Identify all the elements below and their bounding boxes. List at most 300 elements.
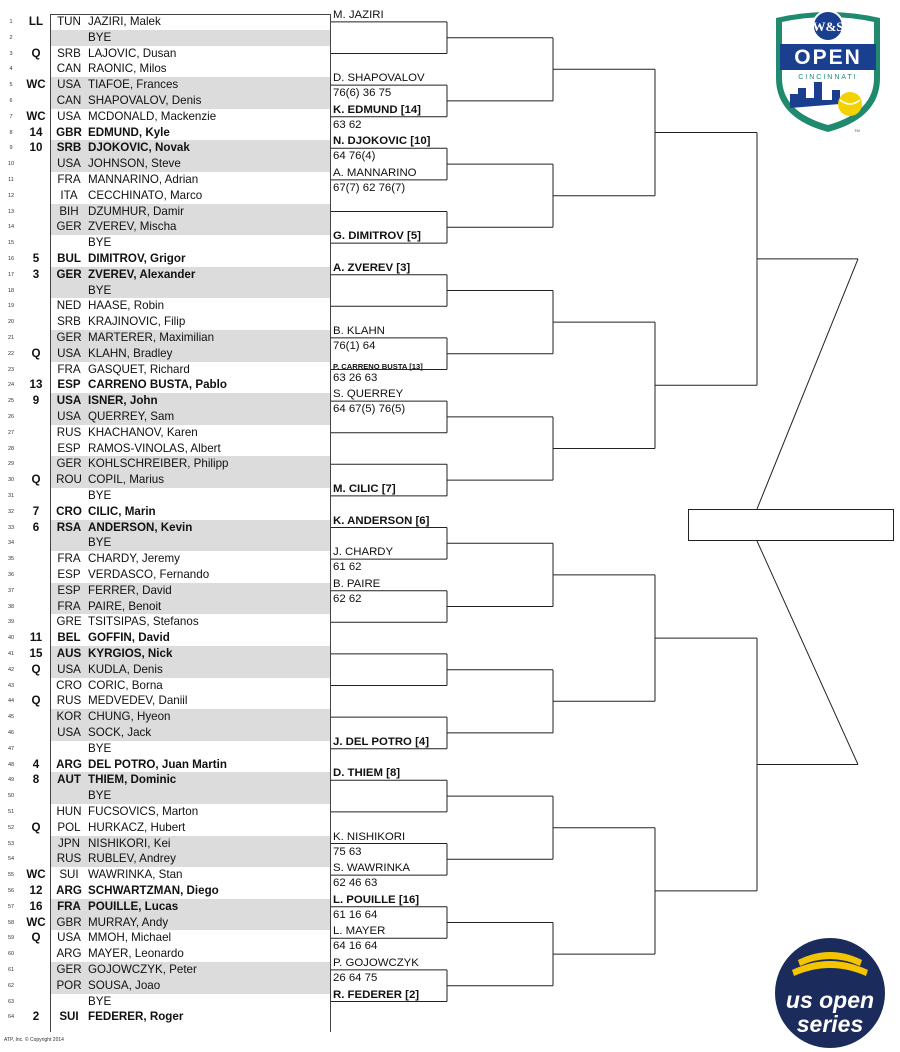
draw-row: [0, 425, 330, 441]
seed-label: Q: [31, 662, 41, 676]
draw-row: [0, 61, 330, 77]
player-name: WAWRINKA, Stan: [88, 868, 183, 882]
player-name: ZVEREV, Alexander: [88, 267, 196, 281]
draw-row: [0, 125, 330, 141]
draw-position: 62: [7, 982, 15, 989]
draw-row: [0, 946, 330, 962]
player-name: CILIC, Marin: [88, 504, 156, 518]
draw-position: 61: [7, 967, 15, 973]
country-code: CAN: [56, 94, 82, 107]
seed-label: Q: [31, 46, 41, 60]
seed-label: WC: [26, 868, 46, 882]
player-name: SOCK, Jack: [88, 726, 152, 739]
seed-label: Q: [31, 694, 41, 708]
draw-position: 48: [7, 761, 15, 768]
country-code: GER: [56, 267, 82, 281]
ws-open-cincinnati-logo: [768, 8, 888, 136]
draw-row: [0, 930, 330, 946]
draw-position: 14: [7, 224, 15, 231]
draw-row: [0, 14, 330, 30]
logo-open-word: OPEN: [794, 46, 862, 69]
player-name: CECCHINATO, Marco: [88, 188, 203, 202]
draw-row: [0, 267, 330, 283]
draw-position: 33: [7, 524, 15, 531]
draw-row: [0, 109, 330, 125]
draw-row: [0, 298, 330, 314]
country-code: JPN: [58, 836, 80, 850]
player-name: POUILLE, Lucas: [88, 899, 179, 913]
seed-label: 5: [32, 252, 40, 265]
country-code: SUI: [59, 1010, 79, 1024]
player-name: MEDVEDEV, Daniil: [88, 694, 188, 708]
country-code: FRA: [57, 552, 81, 566]
match-winner: K. NISHIKORI: [333, 830, 406, 843]
player-name: COPIL, Marius: [88, 473, 165, 487]
country-code: RSA: [56, 520, 82, 534]
draw-position: 19: [7, 303, 15, 310]
player-name: RUBLEV, Andrey: [88, 852, 176, 866]
match-score: 64 76(4): [333, 150, 376, 163]
player-name: KRAJINOVIC, Filip: [88, 315, 186, 329]
draw-position: 28: [7, 445, 15, 452]
draw-row: [0, 1009, 330, 1025]
country-code: USA: [57, 662, 81, 676]
draw-position: 54: [7, 856, 15, 863]
draw-position: 15: [7, 240, 15, 247]
country-code: USA: [57, 157, 81, 171]
draw-row: [0, 788, 330, 804]
player-name: KOHLSCHREIBER, Philipp: [88, 457, 229, 471]
match-winner: D. THIEM [8]: [333, 767, 401, 780]
draw-position: 22: [7, 350, 15, 357]
country-code: CRO: [56, 678, 82, 692]
country-code: FRA: [57, 362, 81, 376]
draw-position: 42: [7, 666, 15, 673]
draw-position: 11: [8, 177, 14, 183]
match-winner: R. FEDERER [2]: [333, 988, 420, 1001]
player-name: DJOKOVIC, Novak: [88, 141, 190, 155]
match-winner: L. POUILLE [16]: [333, 893, 420, 906]
player-name: ANDERSON, Kevin: [88, 520, 193, 534]
draw-row: [0, 456, 330, 472]
player-name: RAMOS-VINOLAS, Albert: [88, 441, 221, 455]
country-code: USA: [56, 394, 82, 408]
draw-row: [0, 915, 330, 931]
country-code: SRB: [57, 315, 81, 329]
draw-position: 31: [7, 493, 15, 499]
player-name: BYE: [88, 30, 112, 44]
draw-position: 41: [7, 651, 15, 657]
logo-cincinnati-word: CINCINNATI: [798, 74, 858, 81]
draw-position: 32: [7, 508, 15, 515]
match-score: 67(7) 62 76(7): [333, 181, 406, 194]
country-code: BUL: [57, 252, 81, 265]
player-name: GOFFIN, David: [88, 631, 170, 645]
player-name: KLAHN, Bradley: [88, 346, 173, 360]
draw-position: 39: [7, 619, 15, 626]
draw-position: 60: [7, 951, 15, 958]
draw-row: [0, 219, 330, 235]
player-name: MCDONALD, Mackenzie: [88, 109, 217, 123]
draw-position: 64: [7, 1014, 15, 1021]
player-name: BYE: [88, 236, 112, 250]
player-name: RAONIC, Milos: [88, 62, 167, 76]
draw-position: 45: [7, 714, 15, 721]
player-name: SCHWARTZMAN, Diego: [88, 884, 219, 897]
country-code: CAN: [56, 62, 82, 76]
country-code: ROU: [56, 473, 82, 487]
match-winner: P. CARRENO BUSTA [13]: [333, 361, 423, 371]
seed-label: WC: [26, 78, 46, 92]
country-code: ARG: [56, 947, 82, 961]
draw-position: 36: [7, 572, 15, 578]
draw-row: [0, 283, 330, 299]
seed-label: WC: [26, 915, 46, 929]
player-name: BYE: [88, 283, 112, 297]
draw-row: [0, 978, 330, 994]
draw-row: [0, 804, 330, 820]
seed-label: WC: [26, 109, 46, 123]
country-code: FRA: [57, 599, 81, 613]
draw-row: [0, 962, 330, 978]
match-score: 64 67(5) 76(5): [333, 403, 406, 416]
draw-position: 3: [9, 50, 13, 57]
draw-row: [0, 377, 330, 393]
seed-label: Q: [31, 473, 41, 487]
country-code: USA: [57, 78, 81, 92]
player-name: KUDLA, Denis: [88, 662, 163, 676]
country-code: USA: [57, 410, 81, 423]
draw-row: [0, 535, 330, 551]
player-name: ZVEREV, Mischa: [88, 220, 177, 234]
player-name: ISNER, John: [88, 394, 158, 408]
seed-label: Q: [31, 820, 41, 834]
draw-row: [0, 314, 330, 330]
country-code: ESP: [57, 441, 81, 455]
match-winner: B. PAIRE: [333, 577, 381, 590]
country-code: USA: [57, 109, 81, 123]
draw-row: [0, 346, 330, 362]
player-name: CHUNG, Hyeon: [88, 710, 171, 724]
draw-position: 47: [7, 745, 15, 752]
copyright-text: ATP, Inc. © Copyright 2014: [4, 1037, 64, 1043]
final-winner-box: [688, 509, 894, 541]
player-name: BYE: [88, 789, 112, 803]
country-code: RUS: [56, 425, 82, 439]
draw-row: [0, 820, 330, 836]
seed-label: 3: [32, 267, 40, 281]
draw-row: [0, 488, 330, 504]
country-code: ITA: [60, 188, 78, 202]
draw-position: 1: [9, 19, 13, 25]
player-name: DZUMHUR, Damir: [88, 204, 184, 218]
player-name: MMOH, Michael: [88, 931, 172, 945]
draw-row: [0, 693, 330, 709]
player-name: TIAFOE, Frances: [88, 78, 179, 92]
logo-trademark: TM: [854, 128, 860, 133]
match-winner: K. ANDERSON [6]: [333, 514, 430, 527]
draw-position: 40: [7, 635, 15, 642]
draw-position: 58: [7, 919, 15, 926]
draw-position: 20: [7, 319, 15, 326]
draw-position: 23: [7, 366, 15, 373]
match-score: 76(6) 36 75: [333, 87, 392, 100]
match-winner: S. WAWRINKA: [333, 862, 410, 875]
draw-position: 51: [7, 809, 15, 815]
player-name: VERDASCO, Fernando: [88, 568, 210, 581]
draw-position: 52: [7, 824, 15, 831]
seed-label: 2: [32, 1010, 40, 1024]
draw-row: [0, 472, 330, 488]
draw-position: 21: [7, 335, 15, 341]
player-name: MANNARINO, Adrian: [88, 173, 199, 186]
draw-position: 18: [7, 287, 15, 294]
draw-position: 49: [7, 777, 15, 784]
draw-position: 24: [7, 382, 15, 389]
draw-row: [0, 709, 330, 725]
country-code: GER: [56, 963, 82, 976]
player-name: HURKACZ, Hubert: [88, 820, 186, 834]
seed-label: 6: [32, 520, 40, 534]
country-code: USA: [57, 726, 81, 739]
draw-position: 53: [7, 840, 15, 847]
draw-position: 34: [7, 540, 15, 547]
player-name: FERRER, David: [88, 583, 172, 597]
draw-row: [0, 646, 330, 662]
draw-position: 57: [7, 903, 15, 910]
match-score: 62 62: [333, 592, 362, 605]
draw-position: 5: [9, 82, 13, 89]
draw-position: 10: [7, 161, 15, 168]
seed-label: 7: [32, 504, 40, 518]
logo-ws-mark: W&S: [812, 19, 844, 34]
country-code: AUS: [56, 647, 82, 660]
draw-row: [0, 441, 330, 457]
player-name: BYE: [88, 741, 112, 755]
country-code: KOR: [56, 710, 82, 724]
country-code: GBR: [56, 915, 82, 929]
country-code: GER: [56, 331, 82, 344]
match-score: 63 62: [333, 118, 362, 131]
draw-row: [0, 994, 330, 1010]
draw-row: [0, 662, 330, 678]
draw-position: 35: [7, 556, 15, 563]
match-winner: K. EDMUND [14]: [333, 103, 421, 116]
match-winner: B. KLAHN: [333, 324, 385, 337]
match-winner: P. GOJOWCZYK: [333, 956, 419, 969]
draw-row: [0, 867, 330, 883]
draw-position: 25: [7, 398, 15, 405]
seed-label: 16: [29, 899, 43, 913]
draw-row: [0, 836, 330, 852]
player-name: SOUSA, Joao: [88, 978, 161, 992]
match-winner: J. CHARDY: [333, 546, 394, 559]
player-name: MAYER, Leonardo: [88, 947, 184, 961]
draw-row: [0, 46, 330, 62]
country-code: ESP: [57, 583, 81, 597]
player-name: BYE: [88, 536, 112, 550]
draw-position: 63: [7, 998, 15, 1005]
match-score: 75 63: [333, 845, 362, 858]
draw-position: 8: [9, 129, 13, 136]
seed-label: 8: [32, 773, 40, 787]
country-code: FRA: [57, 173, 81, 186]
draw-row: [0, 362, 330, 378]
draw-row: [0, 772, 330, 788]
draw-row: [0, 883, 330, 899]
draw-position: 46: [7, 730, 15, 736]
draw-row: [0, 188, 330, 204]
seed-label: 4: [32, 757, 40, 771]
country-code: SRB: [56, 141, 82, 155]
match-score: 26 64 75: [333, 971, 378, 984]
match-score: 61 16 64: [333, 908, 378, 921]
draw-position: 50: [7, 793, 15, 800]
draw-position: 29: [7, 461, 15, 468]
player-name: FUCSOVICS, Marton: [88, 805, 199, 818]
player-name: CORIC, Borna: [88, 678, 163, 692]
match-score: 76(1) 64: [333, 339, 376, 352]
player-name: GASQUET, Richard: [88, 362, 190, 376]
draw-position: 12: [7, 192, 15, 199]
draw-position: 7: [9, 113, 13, 120]
match-score: 62 46 63: [333, 877, 378, 890]
player-name: MARTERER, Maximilian: [88, 331, 215, 344]
country-code: POR: [56, 978, 82, 992]
match-winner: J. DEL POTRO [4]: [333, 735, 429, 748]
match-score: 64 16 64: [333, 940, 378, 953]
draw-row: [0, 409, 330, 425]
draw-row: [0, 678, 330, 694]
logo-us-open-word: us open: [785, 987, 875, 1013]
draw-position: 4: [9, 66, 13, 73]
draw-position: 13: [7, 208, 15, 215]
player-name: FEDERER, Roger: [88, 1010, 184, 1024]
seed-label: Q: [31, 346, 41, 360]
player-name: EDMUND, Kyle: [88, 125, 170, 139]
country-code: AUT: [57, 773, 81, 787]
country-code: ARG: [56, 884, 82, 897]
country-code: SUI: [59, 868, 79, 882]
country-code: BIH: [59, 204, 79, 218]
player-name: KYRGIOS, Nick: [88, 647, 173, 660]
player-name: PAIRE, Benoit: [88, 599, 162, 613]
draw-row: [0, 757, 330, 773]
draw-position: 16: [7, 256, 15, 262]
player-name: SHAPOVALOV, Denis: [88, 94, 202, 107]
match-winner: G. DIMITROV [5]: [333, 230, 421, 243]
draw-position: 44: [7, 698, 15, 705]
us-open-series-logo: [768, 936, 892, 1050]
draw-row: [0, 77, 330, 93]
draw-position: 6: [9, 98, 13, 104]
seed-label: 13: [29, 378, 43, 392]
draw-row: [0, 614, 330, 630]
seed-label: 11: [29, 631, 43, 645]
draw-row: [0, 504, 330, 520]
seed-label: Q: [31, 931, 41, 945]
draw-row: [0, 741, 330, 757]
final-feed-top: [757, 259, 858, 509]
draw-position: 26: [7, 414, 15, 420]
draw-position: 43: [7, 682, 15, 689]
match-winner: N. DJOKOVIC [10]: [333, 135, 431, 148]
draw-row: [0, 251, 330, 267]
draw-row: [0, 156, 330, 172]
draw-row: [0, 520, 330, 536]
draw-row: [0, 30, 330, 46]
country-code: GER: [56, 220, 82, 234]
player-name: JOHNSON, Steve: [88, 157, 181, 171]
draw-row: [0, 204, 330, 220]
draw-position: 2: [9, 34, 13, 41]
draw-row: [0, 567, 330, 583]
draw-position: 37: [7, 587, 15, 594]
seed-label: 14: [29, 125, 43, 139]
country-code: ESP: [57, 568, 81, 581]
country-code: USA: [57, 346, 81, 360]
country-code: ARG: [56, 757, 82, 771]
draw-position: 27: [7, 429, 15, 436]
draw-row: [0, 235, 330, 251]
logo-series-word: series: [796, 1011, 864, 1037]
seed-label: 12: [29, 884, 43, 897]
draw-position: 38: [7, 603, 15, 610]
seed-label: 9: [32, 394, 40, 408]
match-winner: A. MANNARINO: [333, 166, 417, 179]
draw-row: [0, 725, 330, 741]
draw-row: [0, 899, 330, 915]
player-name: CHARDY, Jeremy: [88, 552, 180, 566]
country-code: ESP: [57, 378, 81, 392]
draw-position: 56: [7, 888, 15, 894]
player-name: GOJOWCZYK, Peter: [88, 963, 197, 976]
match-score: 61 62: [333, 561, 362, 574]
country-code: GBR: [56, 125, 82, 139]
draw-position: 9: [9, 145, 13, 152]
country-code: BEL: [57, 631, 81, 645]
country-code: POL: [57, 820, 81, 834]
player-name: MURRAY, Andy: [88, 915, 169, 929]
player-name: QUERREY, Sam: [88, 410, 175, 423]
match-winner: S. QUERREY: [333, 388, 404, 401]
player-name: TSITSIPAS, Stefanos: [88, 615, 199, 629]
country-code: RUS: [56, 852, 82, 866]
player-name: BYE: [88, 489, 112, 502]
player-name: DEL POTRO, Juan Martin: [88, 757, 227, 771]
country-code: CRO: [56, 504, 82, 518]
draw-row: [0, 93, 330, 109]
match-winner: M. JAZIRI: [333, 8, 384, 21]
draw-position: 59: [7, 935, 15, 942]
seed-label: 15: [29, 647, 43, 660]
player-name: JAZIRI, Malek: [88, 15, 161, 28]
draw-row: [0, 172, 330, 188]
draw-row: [0, 393, 330, 409]
draw-position: 55: [7, 872, 15, 879]
player-name: LAJOVIC, Dusan: [88, 46, 177, 60]
draw-row: [0, 583, 330, 599]
country-code: SRB: [57, 46, 81, 60]
country-code: RUS: [56, 694, 82, 708]
seed-label: 10: [29, 141, 43, 155]
country-code: FRA: [57, 899, 81, 913]
country-code: GRE: [56, 615, 82, 629]
seed-label: LL: [28, 15, 44, 28]
draw-row: [0, 551, 330, 567]
match-winner: D. SHAPOVALOV: [333, 72, 425, 85]
match-score: 63 26 63: [333, 371, 378, 384]
